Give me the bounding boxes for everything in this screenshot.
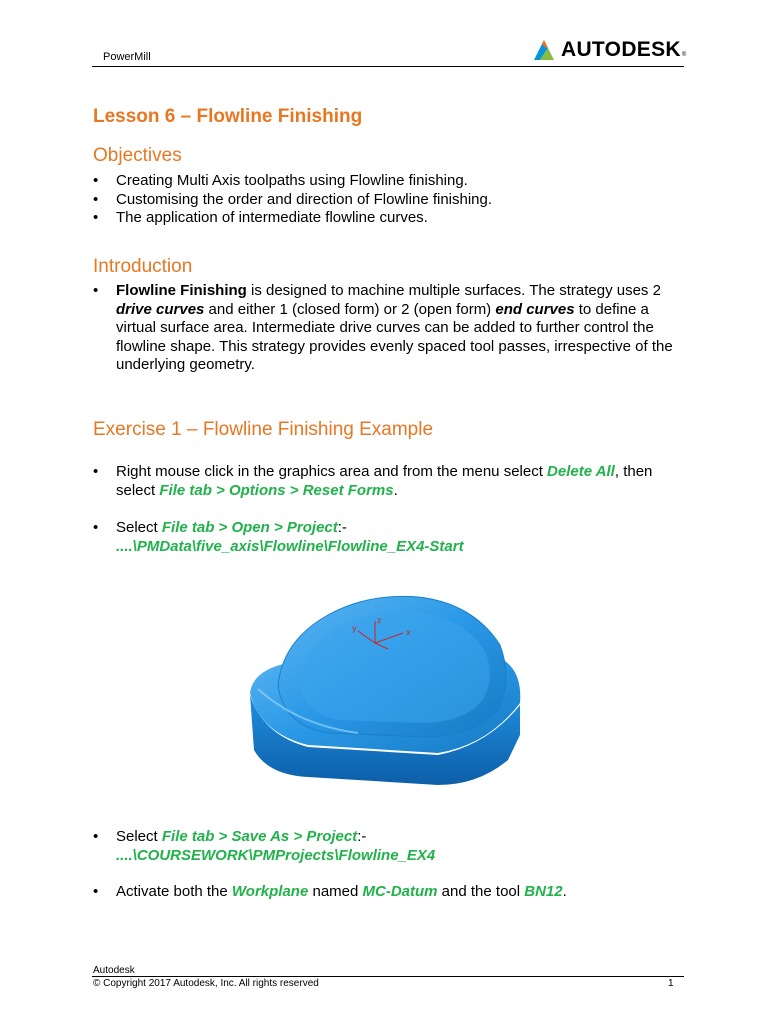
drive-curves-term: drive curves: [116, 300, 205, 318]
axis-label-x: x: [406, 628, 411, 637]
text-run: :-: [337, 519, 347, 536]
text-run: Select: [116, 828, 162, 845]
open-project-path: ....\PMData\five_axis\Flowline\Flowline_EX4-Start: [116, 537, 464, 555]
bullet: •: [93, 828, 99, 845]
header-rule: [92, 66, 684, 67]
footer-org: Autodesk: [93, 965, 135, 976]
bullet: •: [93, 883, 99, 900]
delete-all-command: Delete All: [547, 463, 615, 480]
logo-text: AUTODESK: [561, 38, 681, 61]
introduction-heading: Introduction: [93, 256, 193, 277]
bullet: •: [93, 519, 99, 536]
text-run: :-: [357, 828, 367, 845]
page-number: 1: [668, 978, 674, 989]
text-run: .: [393, 481, 398, 499]
text-run: to define a virtual surface area. Intermediate drive curves can be added to further control the flowline shape. This strategy provides evenly spaced tool passes, irrespective of the underlying geometry.: [116, 300, 673, 373]
text-run: named: [308, 883, 363, 900]
bullet: •: [93, 463, 99, 480]
text-run: .: [562, 883, 567, 900]
autodesk-logo: [532, 38, 686, 62]
objectives-heading: Objectives: [93, 145, 182, 166]
flowline-finishing-term: Flowline Finishing: [116, 282, 247, 299]
save-as-project-command: File tab > Save As > Project: [161, 828, 358, 845]
text-run: Select: [116, 519, 162, 536]
step-save-as-project: [93, 828, 683, 865]
mc-datum-term: MC-Datum: [362, 883, 438, 900]
list-item: • Customising the order and direction of Flowline finishing.: [93, 191, 688, 210]
footer-copyright: © Copyright 2017 Autodesk, Inc. All rights reserved: [93, 978, 319, 989]
step-delete-all: [93, 463, 683, 500]
open-project-command: File tab > Open > Project: [161, 519, 338, 536]
autodesk-logo-icon: [532, 38, 556, 62]
introduction-paragraph: [93, 282, 683, 375]
list-item: • The application of intermediate flowline curves.: [93, 209, 688, 228]
logo-registered-mark: ®: [681, 52, 687, 58]
text-run: and either 1 (closed form) or 2 (open form): [204, 300, 496, 318]
workplane-term: Workplane: [231, 883, 309, 900]
text-run: is designed to machine multiple surfaces. The strategy uses 2: [246, 282, 661, 299]
reset-forms-command: File tab > Options > Reset Forms: [159, 481, 394, 499]
footer-rule: [92, 976, 684, 977]
objectives-list: [93, 172, 688, 228]
bn12-tool-term: BN12: [524, 883, 563, 900]
header-app-name: PowerMill: [103, 51, 151, 63]
exercise-heading: Exercise 1 – Flowline Finishing Example: [93, 419, 434, 440]
bullet: •: [93, 282, 99, 299]
step-open-project: [93, 519, 683, 556]
step-activate-workplane: [93, 883, 683, 902]
text-run: Right mouse click in the graphics area and from the menu select: [116, 463, 548, 480]
text-run: Activate both the: [116, 883, 232, 900]
model-image: [238, 585, 528, 790]
text-run: and the tool: [437, 883, 525, 900]
lesson-title: Lesson 6 – Flowline Finishing: [93, 106, 363, 127]
text-run: , then select: [116, 463, 653, 499]
axis-label-y: y: [352, 624, 357, 633]
end-curves-term: end curves: [495, 300, 575, 318]
save-as-project-path: ....\COURSEWORK\PMProjects\Flowline_EX4: [116, 846, 436, 864]
list-item: • Creating Multi Axis toolpaths using Flowline finishing.: [93, 172, 688, 191]
axis-label-z: z: [377, 616, 382, 625]
